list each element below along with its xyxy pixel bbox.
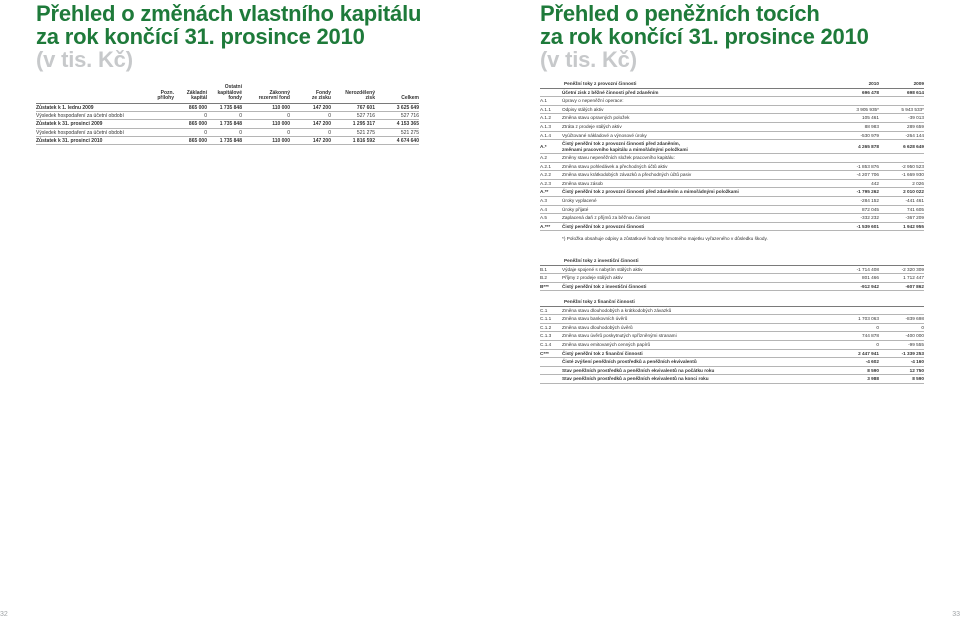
cashflow-row [540,140,924,154]
equity-header-capital: Základní kapitál [186,89,207,102]
cashflow-value-2009: -39 013 [908,115,924,121]
cashflow-value-2009: 1 942 955 [903,223,924,229]
cashflow-row-code: A.4 [540,206,548,212]
cashflow-value-2010: 88 983 [864,123,879,129]
cashflow-row-label [562,332,834,340]
cashflow-row [540,266,924,275]
cashflow-row-label [562,154,834,162]
equity-cell: 3 625 649 [396,105,419,111]
cashflow-financing-body [540,307,924,384]
equity-table [36,85,419,145]
cashflow-investing-table [540,257,924,291]
cashflow-row-label [562,123,834,131]
equity-cell: 4 153 365 [396,121,419,128]
cashflow-row [540,114,924,123]
cashflow-value-2010: -912 942 [860,283,879,289]
cashflow-row [540,197,924,206]
cashflow-investing-header [540,257,924,266]
equity-row [36,129,419,137]
cashflow-row-label-text: Příjmy z prodeje stálých aktiv [562,275,623,281]
cashflow-investing-heading: Peněžní toky z investiční činnosti [564,258,639,263]
cashflow-row [540,350,924,359]
cashflow-value-2010: 4 265 878 [858,143,879,149]
equity-row [36,104,419,112]
equity-cell: 1 735 848 [219,137,242,144]
equity-title-line2: za rok končící 31. prosince 2010 [36,24,365,49]
cashflow-row-label-text: Změny stavu nepeněžních složek pracovního kapitálu: [562,154,675,160]
depreciation-footnote: *) Položka obsahuje odpisy a zůstatkové hodnoty hmotného majetku vyřazeného v důsledku škody. [562,236,768,241]
cashflow-row-code: A.1.4 [540,132,551,138]
cashflow-row [540,367,924,376]
cashflow-row [540,274,924,283]
equity-header-retained: Nerozdělený zisk [345,89,375,102]
cashflow-row-label [562,171,834,179]
cashflow-operating-heading: Peněžní toky z provozní činnosti [564,81,637,86]
cashflow-row-label [562,106,834,114]
cashflow-row-label [562,307,834,315]
cashflow-row [540,223,924,232]
cashflow-row [540,123,924,132]
cashflow-row-label-text: Stav peněžních prostředků a peněžních ekvivalentů na konci roku [562,376,709,382]
cashflow-value-2009 [879,307,924,315]
equity-cell: 0 [287,113,290,120]
cashflow-row-code: C.1.1 [540,316,552,322]
cashflow-value-2009: 6 628 649 [903,143,924,149]
cashflow-value-2010: 0 [876,324,879,330]
equity-row-label: Výsledek hospodaření za účetní období [36,129,124,136]
cashflow-row-label [562,180,834,188]
cashflow-row [540,171,924,180]
cashflow-row-label [562,206,834,214]
cashflow-operating-body [540,89,924,232]
equity-cell: 0 [287,129,290,136]
equity-title-line1: Přehled o změnách vlastního kapitálu [36,1,422,26]
cashflow-value-2009: 12 750 [909,367,924,373]
cashflow-row-label-text: Změna stavu úvěrů poskytnutých spřízněnými stranami [562,333,677,339]
cashflow-row-label-text: Účetní zisk z běžné činnosti před zdaněním [562,89,659,95]
equity-cell: 0 [239,129,242,136]
cashflow-row-label-text: Čistý peněžní tok z provozní činnosti před zdaněním, [562,141,680,147]
cashflow-value-2010 [834,307,879,315]
cashflow-row [540,106,924,115]
equity-table-body [36,104,419,145]
equity-row-label: Zůstatek k 1. lednu 2009 [36,105,94,111]
cashflow-row-code: B.1 [540,266,548,272]
equity-row [36,112,419,120]
equity-cell: 4 674 640 [396,137,419,144]
cashflow-row [540,188,924,197]
cashflow-row [540,97,924,106]
cashflow-row-code: A.3 [540,197,548,203]
cashflow-value-2009: 289 659 [907,123,924,129]
cashflow-row [540,315,924,324]
equity-header-note: Pozn. přílohy [157,89,174,102]
cashflow-financing-heading: Peněžní toky z finanční činnosti [564,299,635,304]
cashflow-row-label-text: Odpisy stálých aktiv [562,106,604,112]
cashflow-row-label-text: Změna stavu krátkodobých závazků a přechodných účtů pasiv [562,172,692,178]
cashflow-value-2009: -2 950 523 [901,163,924,169]
cashflow-row-code: C.1.2 [540,324,552,330]
cashflow-row-label-text: Zaplacená daň z příjmů za běžnou činnost [562,215,651,221]
equity-cell: 147 200 [312,105,331,111]
cashflow-row-label [562,97,834,105]
cashflow-value-2010: 442 [871,180,879,186]
cashflow-value-2009: -264 144 [905,132,924,138]
cashflow-title-unit: (v tis. Kč) [540,47,637,72]
equity-statement-title [36,2,436,71]
cashflow-value-2010: 0 [876,341,879,347]
cashflow-value-2010: -284 152 [860,197,879,203]
cashflow-value-2009: 5 943 533* [901,106,924,112]
cashflow-row-code: A.*** [540,223,551,229]
cashflow-row-code: A.1.3 [540,123,551,129]
equity-cell: 865 000 [188,137,207,144]
equity-title-unit: (v tis. Kč) [36,47,133,72]
cashflow-row-label-text: Změna stavu dlouhodobých úvěrů [562,324,633,330]
cashflow-row-code: A.1.2 [540,115,551,121]
cashflow-row [540,180,924,189]
cashflow-statement-title [540,2,920,71]
equity-cell: 527 716 [356,113,375,120]
cashflow-row-label [562,197,834,205]
cashflow-row-code [540,375,562,383]
equity-cell: 521 275 [400,129,419,136]
equity-cell: 1 735 848 [219,121,242,128]
cashflow-row-label [562,141,834,152]
cashflow-value-2009: 698 614 [907,89,924,95]
equity-cell: 0 [204,113,207,120]
cashflow-row-label-text: Změna stavu zásob [562,180,603,186]
cashflow-row-code [540,367,562,375]
cashflow-value-2009: -99 555 [908,341,924,347]
cashflow-value-2010 [834,97,879,105]
cashflow-row-label-text: Stav peněžních prostředků a peněžních ekvivalentů na počátku roku [562,367,715,373]
cashflow-row-label [562,341,834,349]
equity-header-profit-funds: Fondy ze zisku [311,89,331,102]
cashflow-row-label-text: Čistý peněžní tok z provozní činnosti [562,223,645,229]
cashflow-row-label [562,375,834,383]
cashflow-value-2009: -1 669 930 [901,172,924,178]
equity-cell: 0 [328,129,331,136]
cashflow-row-label [562,114,834,122]
equity-cell: 865 000 [188,105,207,111]
cashflow-value-2009: 0 [921,324,924,330]
cashflow-value-2009: -607 862 [905,283,924,289]
cashflow-value-2010: 744 878 [862,333,879,339]
cashflow-row-label [562,274,834,282]
cashflow-value-2010: -1 853 876 [856,163,879,169]
cashflow-operating-table [540,80,924,231]
year-2009-heading: 2009 [913,81,924,86]
cashflow-value-2010: 1 703 063 [858,316,879,322]
cashflow-value-2010: -4 602 [865,359,879,365]
cashflow-row [540,89,924,98]
equity-cell: 147 200 [312,137,331,144]
cashflow-row-code: A.5 [540,215,548,221]
cashflow-row-label [562,315,834,323]
cashflow-value-2010: -4 207 706 [856,172,879,178]
cashflow-row-label [562,283,834,291]
cashflow-value-2009: 741 605 [907,206,924,212]
cashflow-value-2009: -4 160 [910,359,924,365]
cashflow-row-label [562,89,834,97]
cashflow-value-2010: -1 714 408 [856,266,879,272]
cashflow-row-label-text: Čistý peněžní tok z provozní činnosti před zdaněním a mimořádnými položkami [562,189,739,195]
equity-cell: 1 816 592 [352,137,375,144]
equity-row-label: Zůstatek k 31. prosinci 2009 [36,121,103,128]
cashflow-row-label [562,214,834,222]
cashflow-value-2009: -839 698 [905,316,924,322]
cashflow-value-2010: 8 590 [867,367,879,373]
cashflow-row-label-text: Změna stavu pohledávek a přechodných účtů aktiv [562,163,668,169]
equity-cell: 1 735 848 [219,105,242,111]
equity-cell: 0 [204,129,207,136]
cashflow-value-2010: -332 232 [860,215,879,221]
cashflow-row-label-text: Čistý peněžní tok z investiční činnosti [562,283,647,289]
cashflow-value-2009 [879,97,924,105]
equity-row-label: Zůstatek k 31. prosinci 2010 [36,137,103,144]
cashflow-value-2009: 2 026 [912,180,924,186]
cashflow-value-2009: 1 712 447 [903,275,924,281]
cashflow-row-code: A.1 [540,98,548,104]
cashflow-row [540,358,924,367]
cashflow-value-2010: -1 795 262 [856,189,879,195]
cashflow-value-2010: 801 466 [862,275,879,281]
cashflow-value-2009: 2 010 022 [903,189,924,195]
cashflow-row-code: B.2 [540,275,548,281]
cashflow-row-label [562,266,834,274]
cashflow-value-2009: -2 320 309 [901,266,924,272]
page-number-left: 32 [0,611,8,618]
cashflow-title-line2: za rok končící 31. prosince 2010 [540,24,869,49]
cashflow-row-label-text: Změna stavu dlouhodobých a krátkodobých závazků [562,307,672,313]
cashflow-row [540,132,924,141]
cashflow-row-label-text: Úpravy o nepeněžní operace: [562,98,624,104]
page-number-right: 33 [952,611,960,618]
cashflow-value-2009 [879,154,924,162]
cashflow-row-label-text: Změna stavu bankovních úvěrů [562,316,628,322]
cashflow-row [540,154,924,163]
cashflow-row-label [562,358,834,366]
cashflow-row-code: A.2.3 [540,180,551,186]
cashflow-operating-header [540,80,924,89]
equity-row-label: Výsledek hospodaření za účetní období [36,113,124,120]
cashflow-row-code: C*** [540,350,549,356]
cashflow-row [540,206,924,215]
equity-cell: 527 716 [400,113,419,120]
equity-header-reserve-fund: Zákonný rezervní fond [258,89,290,102]
cashflow-row-code: A.2.2 [540,172,551,178]
cashflow-value-2010 [834,154,879,162]
cashflow-row-code: B*** [540,283,549,289]
cashflow-row [540,307,924,316]
cashflow-row-label-text: Úroky přijaté [562,206,589,212]
cashflow-value-2010: -1 539 601 [856,223,879,229]
equity-cell: 767 601 [356,105,375,111]
cashflow-value-2009: -367 209 [905,215,924,221]
cashflow-value-2010: 696 478 [862,89,879,95]
cashflow-row-code: C.1.3 [540,333,552,339]
equity-cell: 0 [328,113,331,120]
equity-cell: 110 000 [272,121,290,128]
cashflow-value-2009: 8 590 [912,376,924,382]
cashflow-financing-table [540,298,924,384]
cashflow-value-2010: 105 461 [862,115,879,121]
cashflow-value-2010: -530 979 [860,132,879,138]
cashflow-value-2010: 3 905 935* [856,106,879,112]
cashflow-value-2010: 2 447 941 [858,350,879,356]
equity-header-total: Celkem [401,95,419,102]
cashflow-row-label-text: Úroky vyplacené [562,197,597,203]
equity-cell: 0 [239,113,242,120]
cashflow-row [540,341,924,350]
cashflow-row-label-text-continued: změnami pracovního kapitálu a mimořádnými položkami [562,146,688,152]
cashflow-row-label-text: Změna stavu opravných položek [562,115,630,121]
cashflow-row-label-text: Výdaje spojené s nabytím stálých aktiv [562,266,643,272]
equity-cell: 147 200 [312,121,331,128]
cashflow-row-code: C.1.4 [540,341,552,347]
cashflow-investing-body [540,266,924,292]
cashflow-row-label [562,324,834,332]
cashflow-row [540,332,924,341]
cashflow-row-label-text: Ztráta z prodeje stálých aktiv [562,123,622,129]
equity-cell: 865 000 [188,121,207,128]
cashflow-row-label-text: Vyúčtované nákladové a výnosové úroky [562,132,647,138]
cashflow-row [540,163,924,172]
year-2010-heading: 2010 [868,81,879,86]
cashflow-row-label [562,188,834,196]
equity-row [36,137,419,145]
cashflow-row-code: A.2.1 [540,163,551,169]
cashflow-row-label [562,350,834,358]
equity-cell: 110 000 [272,105,290,111]
cashflow-financing-header [540,298,924,307]
cashflow-row [540,283,924,292]
cashflow-value-2009: -1 339 253 [901,350,924,356]
equity-cell: 1 295 317 [352,121,375,128]
cashflow-row-code [540,358,562,366]
cashflow-row-label [562,163,834,171]
cashflow-row-label-text: Čistý peněžní tok z finanční činnosti [562,350,643,356]
equity-table-header [36,85,419,104]
equity-header-other-funds: Ostatní kapitálové fondy [217,84,242,102]
cashflow-row [540,375,924,384]
cashflow-title-line1: Přehled o peněžních tocích [540,1,820,26]
cashflow-row-label [562,367,834,375]
cashflow-row-code: A.** [540,189,549,195]
cashflow-value-2009: -441 461 [905,197,924,203]
cashflow-row-label [562,132,834,140]
cashflow-row [540,214,924,223]
cashflow-value-2010: 3 988 [867,376,879,382]
equity-cell: 521 275 [356,129,375,136]
cashflow-row-code: A.1.1 [540,106,551,112]
cashflow-value-2009: -400 000 [905,333,924,339]
cashflow-value-2010: 872 045 [862,206,879,212]
equity-cell: 110 000 [272,137,290,144]
cashflow-row-label-text: Změna stavu emitovaných cenných papírů [562,341,651,347]
equity-row [36,120,419,128]
cashflow-row-label-text: Čisté zvýšení peněžních prostředků a peněžních ekvivalentů [562,359,697,365]
cashflow-row [540,324,924,333]
cashflow-row-code: C.1 [540,307,548,313]
cashflow-row-code [540,89,562,97]
cashflow-row-code: A.* [540,143,547,149]
cashflow-row-code: A.2 [540,154,548,160]
cashflow-row-label [562,223,834,231]
